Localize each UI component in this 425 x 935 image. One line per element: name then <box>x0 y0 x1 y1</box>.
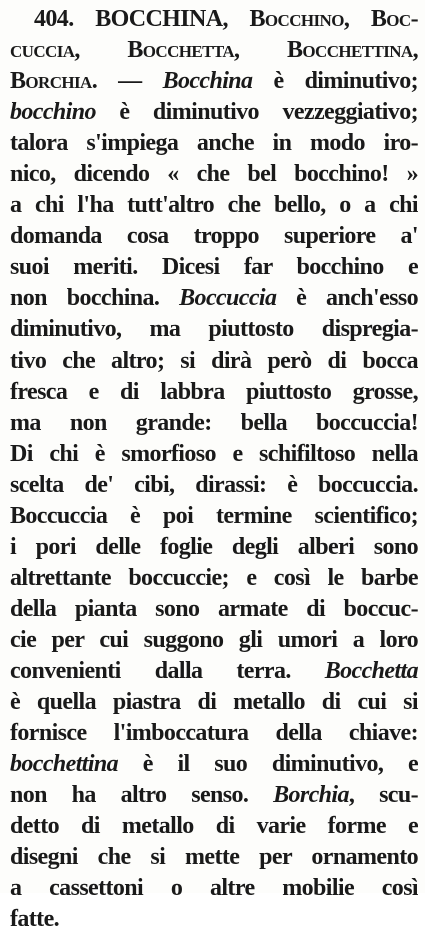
entry-text-line <box>10 314 418 345</box>
entry-text-line <box>10 501 418 532</box>
text-run: non bocchina. <box>10 285 180 312</box>
text-run: ma non grande: bella boccuccia! <box>10 409 418 436</box>
text-run: è quella piastra di metallo di cui si <box>10 689 418 716</box>
text-run: suoi meriti. Dicesi far bocchino e <box>10 254 418 281</box>
text-run: convenienti dalla terra. <box>10 657 325 684</box>
italic-term: bocchettina <box>10 751 119 778</box>
entry-text-line <box>10 811 418 842</box>
text-run: disegni che si mette per ornamento <box>10 844 418 871</box>
text-run: , <box>343 6 371 32</box>
text-run: non ha altro senso. <box>10 782 274 809</box>
italic-term: Bocchetta <box>324 657 418 684</box>
entry-text-line <box>10 283 418 314</box>
text-run: altrettante boccuccie; e così le barbe <box>10 564 418 591</box>
italic-term: Bocchina <box>162 68 253 95</box>
entry-text-line <box>10 873 418 904</box>
entry-text-line <box>10 190 418 221</box>
text-run: domanda cosa troppo superiore a' <box>10 223 418 250</box>
entry-text-line <box>10 687 418 718</box>
text-run: tivo che altro; si dirà però di bocca <box>10 347 418 374</box>
text-run: , <box>234 37 287 64</box>
entry-text-line <box>10 252 418 283</box>
headword-variant: Boc- <box>370 6 418 32</box>
entry-text-line <box>10 842 418 873</box>
text-run: fresca e di labbra piuttosto grosse, <box>10 378 418 405</box>
text-run: a chi l'ha tutt'altro che bello, o a chi <box>10 192 418 219</box>
headword-variant: Borchia <box>10 68 92 95</box>
entry-text-line <box>10 470 418 501</box>
headword-variant: Bocchetta <box>127 37 235 64</box>
entry-text-line <box>10 35 418 66</box>
entry-text-line <box>10 904 418 935</box>
entry-text-line <box>10 532 418 563</box>
text-run: . — <box>91 68 163 95</box>
text-run: Di chi è smorfioso e schifiltoso nella <box>10 440 418 467</box>
text-run: talora s'impiega anche in modo iro- <box>10 130 418 157</box>
entry-text-line <box>10 128 418 159</box>
entry-headword-line <box>10 4 418 35</box>
entry-text-line <box>10 221 418 252</box>
text-run: diminutivo, ma piuttosto dispregia- <box>10 316 418 343</box>
headword-variant: Bocchettina <box>286 37 413 64</box>
text-run: fornisce l'imboccatura della chiave: <box>10 720 418 747</box>
entry-text-line <box>10 718 418 749</box>
entry-text-line <box>10 377 418 408</box>
text-run: della pianta sono armate di boccuc- <box>10 595 418 622</box>
text-run: , <box>412 37 418 64</box>
text-run: nico, dicendo « che bel bocchino! » <box>10 161 418 188</box>
entry-text-line <box>10 346 418 377</box>
entry-text-line <box>10 159 418 190</box>
entry-text-line <box>10 563 418 594</box>
text-run: cie per cui suggono gli umori a loro <box>10 626 418 653</box>
entry-text-line <box>10 439 418 470</box>
text-run: è diminutivo; <box>252 68 418 95</box>
entry-text-line <box>10 780 418 811</box>
entry-text-line <box>10 656 418 687</box>
text-run: detto di metallo di varie forme e <box>10 813 418 840</box>
italic-term: Boccuccia <box>179 285 277 312</box>
text-run: è anch'esso <box>276 285 418 312</box>
text-run: fatte. <box>10 906 60 933</box>
entry-text-line <box>10 625 418 656</box>
italic-term: Borchia <box>273 782 349 809</box>
headword-variant: Bocchino <box>249 6 344 32</box>
entry-text-line <box>10 408 418 439</box>
text-run: 404. BOCCHINA, <box>34 6 250 32</box>
text-run: , <box>74 37 128 64</box>
text-run: i pori delle foglie degli alberi sono <box>10 533 418 560</box>
text-run: , scu- <box>348 782 418 809</box>
text-run: è il suo diminutivo, e <box>118 751 418 778</box>
entry-text-line <box>10 594 418 625</box>
entry-text-line <box>10 97 418 128</box>
entry-text-line <box>10 66 418 97</box>
text-run: a cassettoni o altre mobilie così <box>10 875 418 902</box>
text-run: è diminutivo vezzeggiativo; <box>95 99 418 126</box>
text-run: Boccuccia è poi termine scientifico; <box>10 502 418 529</box>
italic-term: bocchino <box>10 99 96 126</box>
entry-text-line <box>10 749 418 780</box>
dictionary-entry-404 <box>10 4 418 935</box>
text-run: scelta de' cibi, dirassi: è boccuccia. <box>10 471 418 498</box>
headword-variant: cuccia <box>10 37 75 64</box>
